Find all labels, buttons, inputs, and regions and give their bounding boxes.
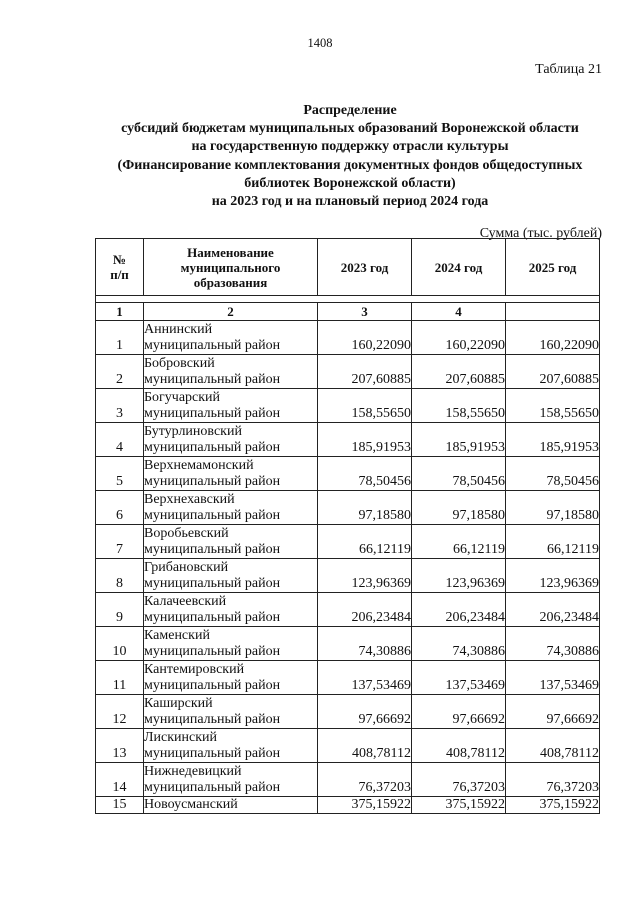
title-line: библиотек Воронежской области) [244, 175, 456, 191]
value-2025: 207,60885 [506, 355, 600, 389]
value-2024: 206,23484 [412, 593, 506, 627]
municipality-name [144, 457, 318, 491]
municipality-name-line: Воробьевский [144, 525, 229, 541]
value-2025: 76,37203 [506, 763, 600, 797]
header-num [96, 239, 144, 296]
column-number: 1 [96, 303, 144, 321]
value-2023: 375,15922 [318, 797, 412, 814]
municipality-name [144, 525, 318, 559]
page-number: 1408 [307, 36, 333, 50]
value-2025: 375,15922 [506, 797, 600, 814]
value-2023: 137,53469 [318, 661, 412, 695]
row-number: 3 [96, 389, 144, 423]
municipality-name-line: Нижнедевицкий [144, 763, 242, 779]
value-2023: 76,37203 [318, 763, 412, 797]
value-2025: 137,53469 [506, 661, 600, 695]
municipality-name-line: Калачеевский [144, 593, 227, 609]
header-gap [96, 296, 600, 303]
table-label: Таблица 21 [535, 62, 602, 77]
value-2024: 76,37203 [412, 763, 506, 797]
title-line: Распределение [303, 103, 397, 118]
value-2023: 158,55650 [318, 389, 412, 423]
column-number-row [96, 303, 600, 321]
municipality-type-line: муниципальный район [144, 575, 281, 591]
table-row [96, 729, 600, 763]
row-number: 14 [96, 763, 144, 797]
municipality-type-line: муниципальный район [144, 643, 281, 659]
municipality-type-line: муниципальный район [144, 779, 281, 795]
municipality-name-line: Кантемировский [144, 661, 245, 677]
column-number: 4 [412, 303, 506, 321]
table-row [96, 321, 600, 355]
municipality-type-line: муниципальный район [144, 439, 281, 455]
value-2025: 408,78112 [506, 729, 600, 763]
municipality-name-line: Богучарский [144, 389, 221, 405]
municipality-type-line: муниципальный район [144, 337, 281, 353]
table-row [96, 661, 600, 695]
sum-unit-label: Сумма (тыс. рублей) [479, 226, 602, 241]
municipality-name-line: Верхнехавский [144, 491, 235, 507]
header-2025: 2025 год [506, 239, 600, 296]
value-2024: 375,15922 [412, 797, 506, 814]
row-number: 9 [96, 593, 144, 627]
municipality-name [144, 627, 318, 661]
municipality-name-line: Бутурлиновский [144, 423, 242, 439]
table-row [96, 797, 600, 814]
municipality-type-line: муниципальный район [144, 541, 281, 557]
header-num-line: № [112, 252, 127, 267]
municipality-name [144, 389, 318, 423]
value-2023: 207,60885 [318, 355, 412, 389]
row-number: 4 [96, 423, 144, 457]
row-number: 10 [96, 627, 144, 661]
table-row [96, 389, 600, 423]
value-2024: 160,22090 [412, 321, 506, 355]
municipality-name [144, 695, 318, 729]
municipality-name [144, 661, 318, 695]
value-2025: 185,91953 [506, 423, 600, 457]
value-2025: 123,96369 [506, 559, 600, 593]
subsidy-table [95, 238, 600, 814]
value-2023: 408,78112 [318, 729, 412, 763]
value-2025: 160,22090 [506, 321, 600, 355]
value-2024: 137,53469 [412, 661, 506, 695]
header-name [144, 239, 318, 296]
municipality-type-line: муниципальный район [144, 677, 281, 693]
table-row [96, 593, 600, 627]
value-2023: 123,96369 [318, 559, 412, 593]
value-2023: 66,12119 [318, 525, 412, 559]
municipality-type-line: муниципальный район [144, 745, 281, 761]
header-2023: 2023 год [318, 239, 412, 296]
row-number: 6 [96, 491, 144, 525]
municipality-name [144, 593, 318, 627]
header-2024: 2024 год [412, 239, 506, 296]
municipality-name-line: Лискинский [144, 729, 217, 745]
value-2025: 97,18580 [506, 491, 600, 525]
table-row [96, 457, 600, 491]
row-number: 5 [96, 457, 144, 491]
value-2024: 74,30886 [412, 627, 506, 661]
table-row [96, 423, 600, 457]
value-2024: 66,12119 [412, 525, 506, 559]
title-line: на 2023 год и на плановый период 2024 года [211, 194, 489, 210]
municipality-name [144, 729, 318, 763]
table-row [96, 559, 600, 593]
municipality-name [144, 491, 318, 525]
value-2025: 158,55650 [506, 389, 600, 423]
value-2024: 78,50456 [412, 457, 506, 491]
header-name-line: Наименование [187, 244, 274, 260]
title-line: на государственную поддержку отрасли культуры [191, 139, 509, 155]
value-2025: 97,66692 [506, 695, 600, 729]
table-row [96, 695, 600, 729]
table-row [96, 627, 600, 661]
municipality-name-line: Верхнемамонский [144, 457, 254, 473]
municipality-name [144, 559, 318, 593]
table-row [96, 355, 600, 389]
municipality-name-line: Каменский [144, 627, 210, 643]
row-number: 15 [96, 797, 144, 814]
value-2025: 66,12119 [506, 525, 600, 559]
municipality-name [144, 423, 318, 457]
municipality-type-line: муниципальный район [144, 371, 281, 387]
value-2023: 160,22090 [318, 321, 412, 355]
municipality-name [144, 355, 318, 389]
row-number: 7 [96, 525, 144, 559]
municipality-name-line: Бобровский [144, 355, 215, 371]
value-2024: 185,91953 [412, 423, 506, 457]
value-2024: 207,60885 [412, 355, 506, 389]
value-2023: 78,50456 [318, 457, 412, 491]
row-number: 11 [96, 661, 144, 695]
value-2023: 206,23484 [318, 593, 412, 627]
municipality-type-line: муниципальный район [144, 405, 281, 421]
value-2024: 158,55650 [412, 389, 506, 423]
title-line: субсидий бюджетам муниципальных образований Воронежской области [121, 121, 579, 137]
row-number: 8 [96, 559, 144, 593]
table-row [96, 525, 600, 559]
municipality-type-line: муниципальный район [144, 507, 281, 523]
value-2023: 185,91953 [318, 423, 412, 457]
value-2024: 408,78112 [412, 729, 506, 763]
municipality-type-line: муниципальный район [144, 711, 281, 727]
municipality-name [144, 763, 318, 797]
municipality-type-line: муниципальный район [144, 609, 281, 625]
column-number [506, 303, 600, 321]
municipality-name [144, 321, 318, 355]
column-number: 3 [318, 303, 412, 321]
row-number: 2 [96, 355, 144, 389]
table-row [96, 491, 600, 525]
header-name-line: муниципального [180, 259, 281, 275]
table-header-row [96, 239, 600, 296]
value-2023: 97,18580 [318, 491, 412, 525]
title-line: (Финансирование комплектования документных фондов общедоступных [117, 157, 583, 173]
value-2024: 123,96369 [412, 559, 506, 593]
document-title [70, 102, 630, 211]
municipality-name-line: Каширский [144, 695, 213, 711]
value-2023: 74,30886 [318, 627, 412, 661]
column-number: 2 [144, 303, 318, 321]
row-number: 1 [96, 321, 144, 355]
municipality-name: Новоусманский [144, 797, 318, 814]
municipality-type-line: муниципальный район [144, 473, 281, 489]
municipality-name-line: Грибановский [144, 559, 229, 575]
row-number: 12 [96, 695, 144, 729]
municipality-name-line: Аннинский [144, 321, 213, 337]
value-2024: 97,18580 [412, 491, 506, 525]
value-2024: 97,66692 [412, 695, 506, 729]
value-2025: 74,30886 [506, 627, 600, 661]
table-row [96, 763, 600, 797]
header-name-line: образования [193, 274, 268, 290]
header-num-line: п/п [110, 267, 129, 282]
value-2023: 97,66692 [318, 695, 412, 729]
row-number: 13 [96, 729, 144, 763]
value-2025: 206,23484 [506, 593, 600, 627]
value-2025: 78,50456 [506, 457, 600, 491]
